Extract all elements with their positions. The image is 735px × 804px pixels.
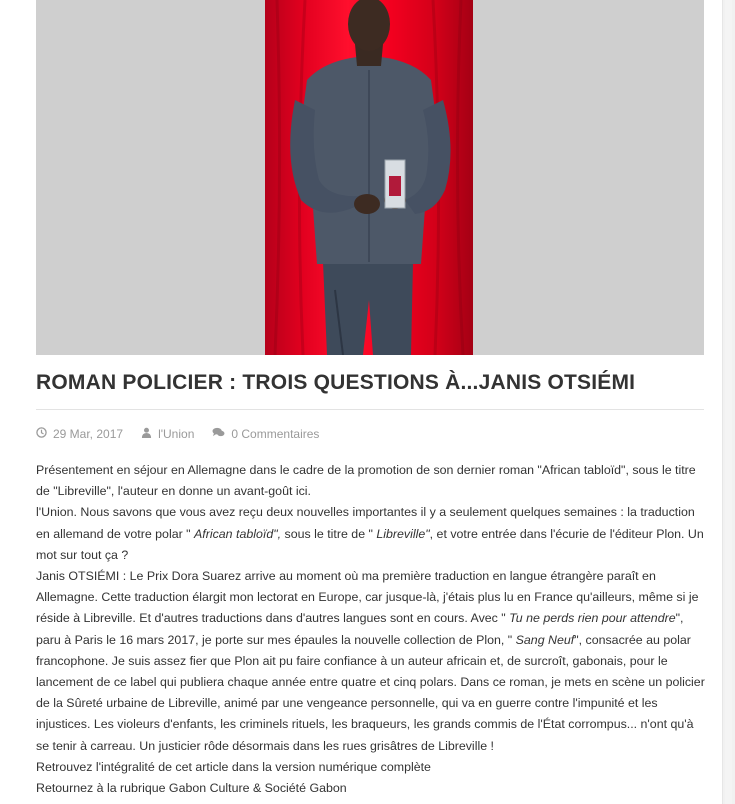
question-text: l'Union. Nous savons que vous avez reçu deux nouvelles importantes il y a seulement quelques semaines : la traduction en allemand de votre polar " xyxy=(36,505,695,541)
article-body xyxy=(36,460,706,799)
clock-icon xyxy=(36,427,47,441)
article-intro: Présentement en séjour en Allemagne dans le cadre de la promotion de son dernier roman "African tabloïd", sous le titre de "Libreville", l'auteur en donne un avant-goût ici. xyxy=(36,463,696,499)
answer-text: ", paru à Paris le 16 mars 2017, je porte sur mes épaules la nouvelle collection de Plon, " xyxy=(36,611,684,647)
question-italic-title: African tabloïd", xyxy=(194,526,282,541)
article-comments-link[interactable]: 0 Commentaires xyxy=(231,427,320,441)
article-author-link[interactable]: l'Union xyxy=(158,427,195,441)
full-article-link[interactable]: Retrouvez l'intégralité de cet article dans la version numérique complète xyxy=(36,759,431,774)
comments-icon xyxy=(212,427,225,441)
title-divider xyxy=(36,409,704,410)
question-italic-title: Libreville" xyxy=(376,526,430,541)
article-meta xyxy=(36,427,319,441)
author-illustration xyxy=(265,0,473,355)
answer-text: ", consacrée au polar francophone. Je suis assez fier que Plon ait pu faire confiance à un auteur africain et, de surcroît, gabonais, pour le lancement de ce label qui publiera chaque année entre quatre et cinq polars. Dans ce roman, je mets en scène un policier de la Sûreté urbaine de Libreville, animé par une vengeance personnelle, qui va en guerre contre l'impunité et les injustices. Les violeurs d'enfants, les criminels rituels, les braqueurs, les grands commis de l'État corrompus... n'ont qu'à se tenir à carreau. Un justicier rôde désormais dans les rues grisâtres de Libreville ! xyxy=(36,632,705,753)
question-text: , et votre entrée dans l'écurie de l'éditeur Plon. Un mot sur tout ça ? xyxy=(36,526,704,562)
scrollbar-thumb[interactable] xyxy=(725,0,732,804)
article-answer xyxy=(36,566,706,757)
answer-italic-title: Sang Neuf xyxy=(515,632,575,647)
article-featured-image xyxy=(36,0,704,355)
page-scrollbar[interactable] xyxy=(722,0,735,804)
answer-text: Janis OTSIÉMI : Le Prix Dora Suarez arrive au moment où ma première traduction en langue étrangère paraît en Allemagne. Cette traduction élargit mon lectorat en Europe, car jusque-là, j'étais plus lu en France qu'ailleurs, même si je réside à Libreville. Et d'autres traductions dans d'autres langues sont en cours. Avec " xyxy=(36,569,699,626)
answer-italic-title: Tu ne perds rien pour attendre xyxy=(509,611,676,626)
article-date: 29 Mar, 2017 xyxy=(53,427,124,441)
author-photo xyxy=(265,0,473,355)
user-icon xyxy=(141,427,152,441)
question-text: sous le titre de " xyxy=(281,526,377,541)
article-title: ROMAN POLICIER : TROIS QUESTIONS À...JANIS OTSIÉMI xyxy=(36,371,636,394)
article-question xyxy=(36,502,706,566)
category-link[interactable]: Retournez à la rubrique Gabon Culture & Société Gabon xyxy=(36,781,347,796)
